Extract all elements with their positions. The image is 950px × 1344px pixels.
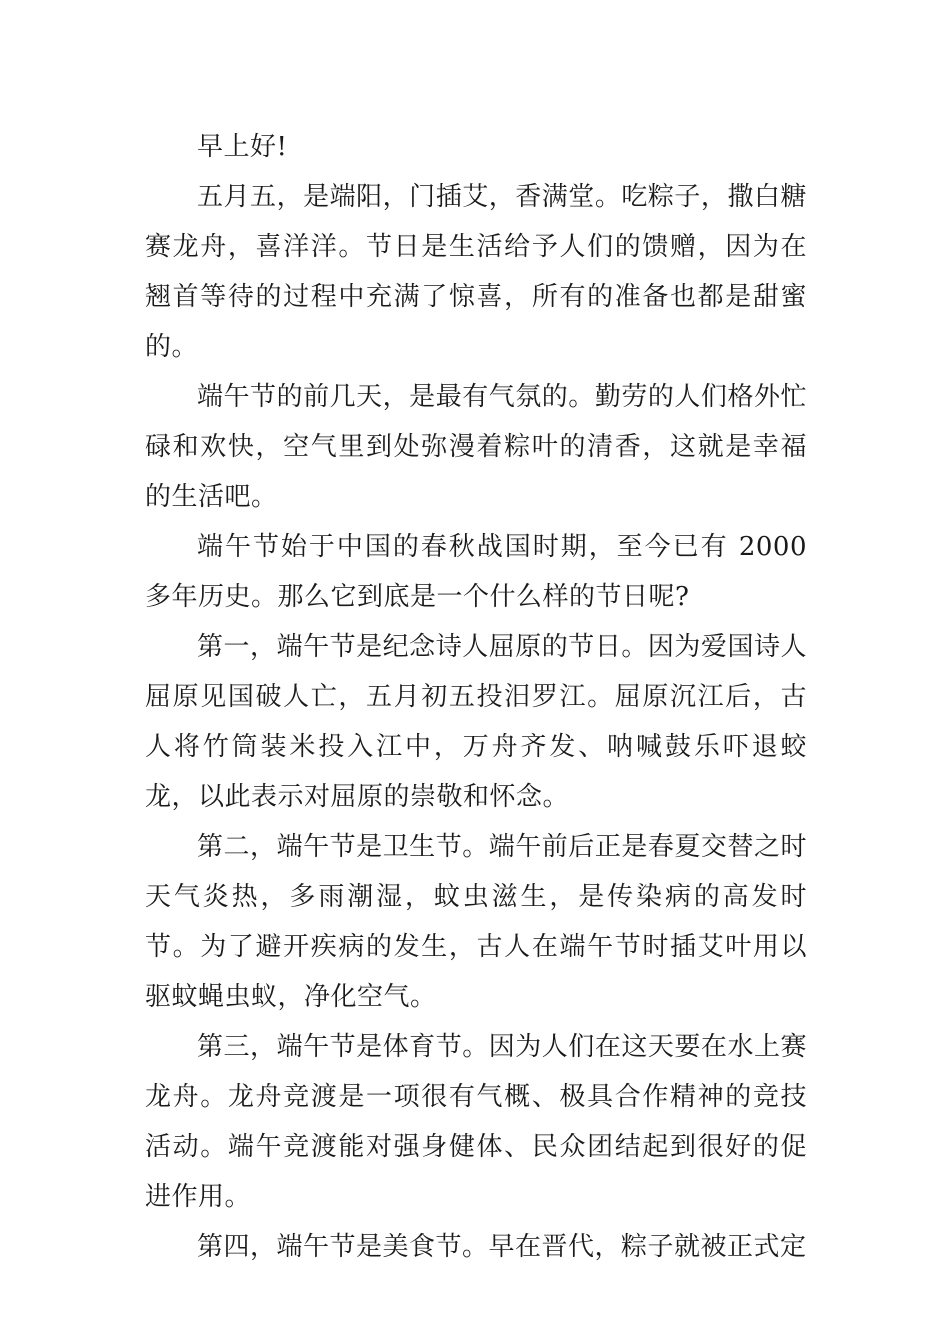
history-paragraph: 端午节始于中国的春秋战国时期，至今已有 2000 多年历史。那么它到底是一个什么样的节日呢? bbox=[145, 532, 807, 612]
atmosphere-paragraph: 端午节的前几天，是最有气氛的。勤劳的人们格外忙碌和欢快，空气里到处弥漫着粽叶的清香，这就是幸福的生活吧。 bbox=[145, 382, 807, 512]
point-three-paragraph: 第三，端午节是体育节。因为人们在这天要在水上赛龙舟。龙舟竞渡是一项很有气概、极具合作精神的竞技活动。端午竞渡能对强身健体、民众团结起到很好的促进作用。 bbox=[145, 1032, 807, 1212]
document-body bbox=[145, 122, 807, 1272]
point-one-paragraph: 第一，端午节是纪念诗人屈原的节日。因为爱国诗人屈原见国破人亡，五月初五投汨罗江。屈原沉江后，古人将竹筒装米投入江中，万舟齐发、呐喊鼓乐吓退蛟龙，以此表示对屈原的崇敬和怀念。 bbox=[145, 632, 807, 812]
intro-paragraph: 五月五，是端阳，门插艾，香满堂。吃粽子，撒白糖赛龙舟，喜洋洋。节日是生活给予人们的馈赠，因为在翘首等待的过程中充满了惊喜，所有的准备也都是甜蜜的。 bbox=[145, 182, 807, 362]
point-four-paragraph: 第四，端午节是美食节。早在晋代，粽子就被正式定 bbox=[197, 1232, 807, 1262]
point-two-paragraph: 第二，端午节是卫生节。端午前后正是春夏交替之时天气炎热，多雨潮湿，蚊虫滋生，是传染病的高发时节。为了避开疾病的发生，古人在端午节时插艾叶用以驱蚊蝇虫蚁，净化空气。 bbox=[145, 832, 807, 1012]
greeting-paragraph: 早上好! bbox=[197, 132, 288, 162]
